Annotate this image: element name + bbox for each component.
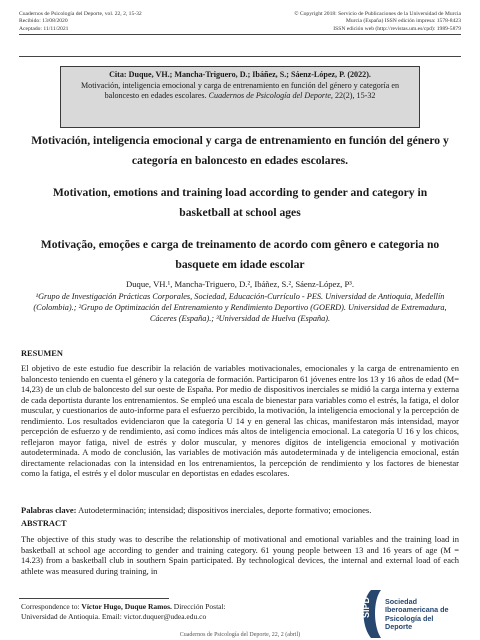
title-english: Motivation, emotions and training load according to gender and category in basketball at school ages [52,186,428,219]
citation-journal: Cuadernos de Psicología del Deporte, [208,91,333,101]
keywords-line [21,505,459,516]
header-divider-lower [19,56,461,57]
header-issn-web-line: ISSN edición web (http://revistas.um.es/cpd): 1989-5879 [333,25,461,32]
logo-monogram: SIPD [361,596,371,618]
resumen-text: El objetivo de este estudio fue describir la relación de variables motivacionales, emocionales y la carga de entrenamiento en baloncesto teniendo en cuenta el género y la categoría de formación. Participaron 61 jóvenes entre los 13 y 16 años de edad (M= 14,23) de un club de baloncesto del sur oeste de España. Por medio de dispositivos inerciales se midió la carga interna y externa de cada deportista durante los entrenamientos. Se empleó una escala de bienestar para variables como el estrés, la fatiga, el dolor muscular, y cuestionarios de auto-informe para el esfuerzo percibido, la motivación, la inteligencia emocional y la percepción de rendimiento. Los resultados evidenciaron que la categoría U 14 y en general las chicas, manifestaron más intensidad, mayor percepción de esfuerzo y de rendimiento, así como índices más altos de inteligencia emocional. La categoría U 16 y los chicos, reflejaron mayor fatiga, nivel de estrés y dolor muscular, y menores dígitos de inteligencia emocional y motivación autodeterminada. A modo de conclusión, las variables de motivación más autodeterminada y de inteligencia emocional, están directamente relacionadas con la intensidad en los entrenamientos, la percepción de rendimiento y los factores de bienestar como la fatiga, el estrés y el dolor muscular en deportistas en edades escolares. [21,363,459,478]
citation-box [60,66,420,128]
logo-text-line-3: Psicología del [385,613,434,623]
header-issn-print-line: Murcia (España) ISSN edición impresa: 1578-8423 [345,18,461,25]
citation-label: Cita: Duque, VH.; Mancha-Triguero, D.; Ibáñez, S.; Sáenz-López, P. (2022). [109,70,371,79]
logo-text-line-1: Sociedad [385,597,417,606]
title-spanish: Motivación, inteligencia emocional y carga de entrenamiento en función del género y categoría en baloncesto en edades escolares. [31,134,449,167]
correspondence-line-1 [21,602,351,612]
author-list: Duque, VH.¹, Mancha-Triguero, D.², Ibáñez, S.², Sáenz-López, P³. [126,279,354,289]
abstract-heading: ABSTRACT [21,519,67,528]
citation-title: Motivación, inteligencia emocional y carga de entrenamiento en función del género y categoría en baloncesto en edades escolares. [80,80,400,101]
logo-text-line-2: Iberoamericana de [385,605,449,615]
correspondence-postal-label: Dirección Postal: [173,602,226,611]
correspondence [21,602,351,622]
header-journal-line: Cuadernos de Psicología del Deporte, vol. 22, 2, 15-32 [19,11,142,17]
citation-text [69,81,411,102]
header-right [221,11,461,33]
correspondence-label: Correspondence to: [21,602,80,611]
logo-text-line-4: Deporte [385,622,413,632]
affiliations: ¹Grupo de Investigación Prácticas Corporales, Sociedad, Educación-Currículo - PES. Universidad de Antioquia, Medellín (Colombia).; ²Grupo de Optimización del Entrenamiento y Rendimiento Deportivo (GOERD). Universidad de Extremadura, Cáceres (España).; ³Universidad de Huelva (España). [33,292,447,323]
header-left [19,11,219,33]
header-received-line: Recibido: 13/08/2020 [19,18,68,25]
citation-volume: 22(2), 15-32 [334,91,376,101]
correspondence-name: Víctor Hugo, Duque Ramos. [81,602,172,611]
keywords-label: Palabras clave: [21,505,77,515]
header-copyright-line: © Copyright 2018: Servicio de Publicaciones de la Universidad de Murcia [294,11,461,17]
abstract-text: The objective of this study was to describe the relationship of motivational and emotional variables and the training load in basketball at school age according to gender and training category. 61 young people between 13 and 16 years of age (M = 14.23) from a basketball club in southern Spain participated. By technological devices, the internal and external load of each athlete was measured during training, in [21,534,459,576]
resumen-heading: RESUMEN [21,349,63,358]
keywords-text: Autodeterminación; intensidad; dispositivos inerciales, deporte formativo; emociones. [78,505,372,515]
footnote-divider [19,598,169,599]
page-footer: Cuadernos de Psicología del Deporte, 22, 2 (abril) [179,632,301,638]
header-divider [19,34,461,35]
logo-text [385,598,449,632]
correspondence-line-2: Universidad de Antioquia. Email: victor.duquer@udea.edu.co [21,612,207,622]
header-accepted-line: Aceptado: 11/11/2021 [19,25,69,32]
title-portuguese: Motivação, emoções e carga de treinamento de acordo com gênero e categoria no basquete em idade escolar [40,238,440,271]
